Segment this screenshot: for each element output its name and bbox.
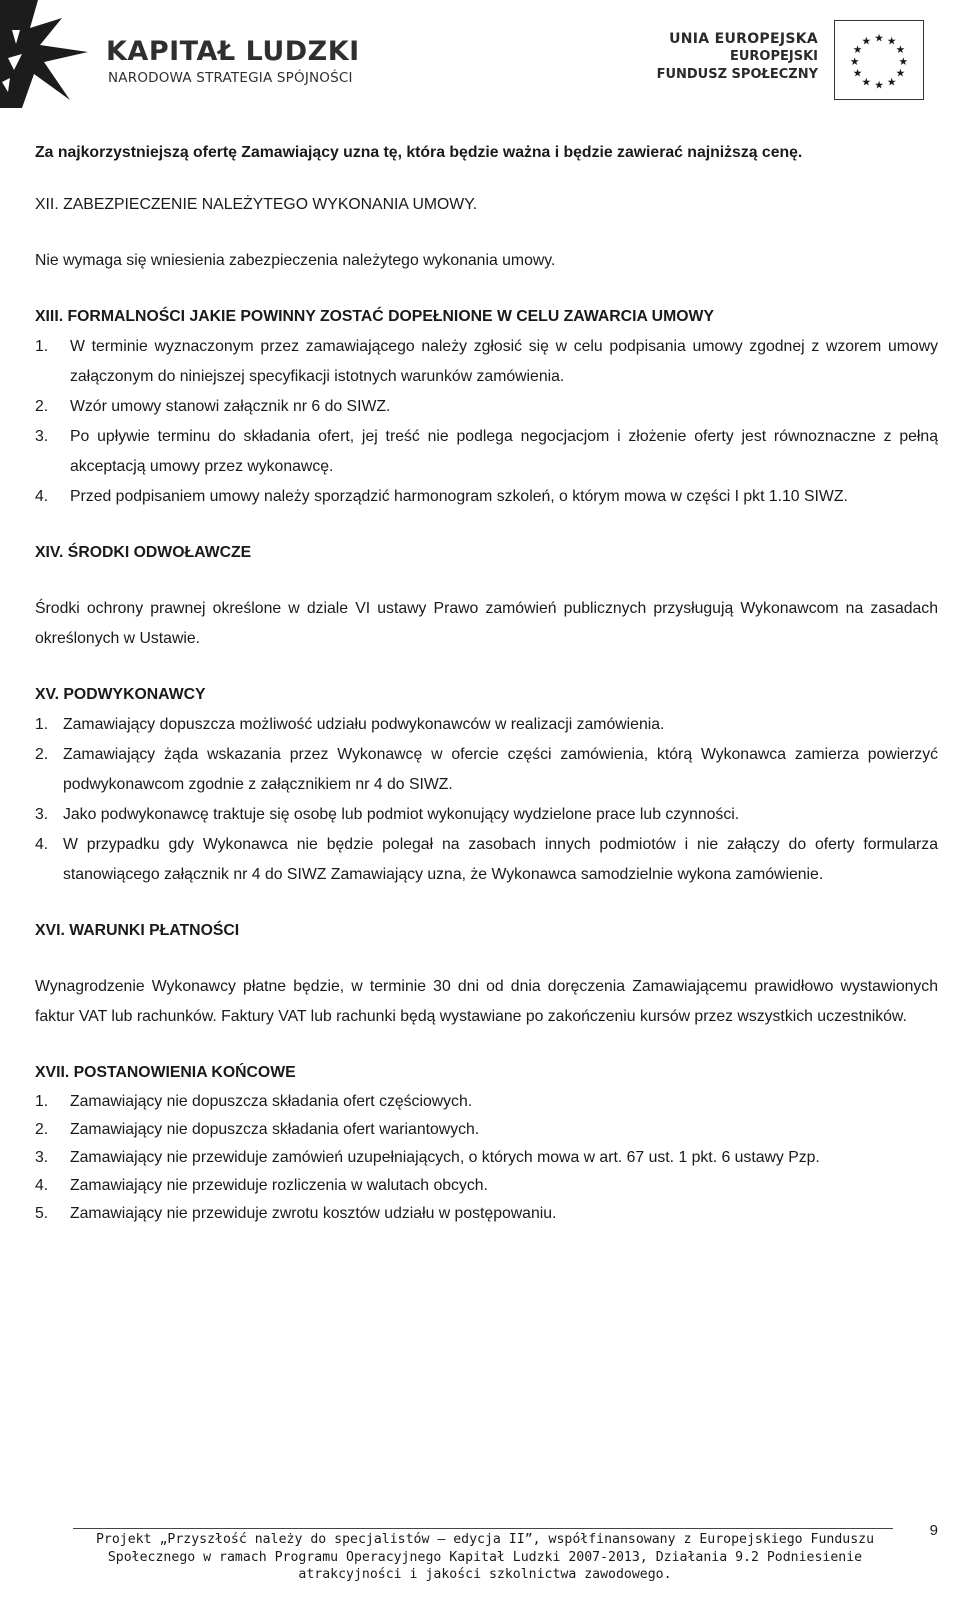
list-item-text: Zamawiający nie dopuszcza składania ofert częściowych. bbox=[70, 1093, 473, 1110]
section-16-text: Wynagrodzenie Wykonawcy płatne będzie, w terminie 30 dni od dnia doręczenia Zamawiającemu prawidłowo wystawionych faktur VAT lub rachunków. Faktury VAT lub rachunki będą wystawiane po zakończeniu kursów przez wszystkich uczestników. bbox=[35, 978, 938, 1025]
list-item-number: 4. bbox=[35, 488, 49, 505]
intro-bold-paragraph: Za najkorzystniejszą ofertę Zamawiający uzna tę, która będzie ważna i będzie zawierać najniższą cenę. bbox=[35, 144, 803, 161]
page-footer bbox=[60, 1531, 910, 1584]
list-item bbox=[35, 740, 938, 800]
list-item bbox=[35, 1116, 938, 1144]
list-item-text: Po upływie terminu do składania ofert, jej treść nie podlega negocjacjom i złożenie oferty jest równoznaczne z pełną akceptacją umowy przez wykonawcę. bbox=[70, 428, 938, 475]
list-item bbox=[35, 800, 938, 830]
list-item-number: 3. bbox=[35, 1149, 49, 1166]
list-item-number: 3. bbox=[35, 428, 49, 445]
svg-text:★: ★ bbox=[861, 34, 872, 48]
list-item-text: W terminie wyznaczonym przez zamawiającego należy zgłosić się w celu podpisania umowy zgodnej z wzorem umowy załączonym do niniejszej specyfikacji istotnych warunków zamówienia. bbox=[70, 338, 938, 385]
list-item-text: W przypadku gdy Wykonawca nie będzie polegał na zasobach innych podmiotów i nie załączy do oferty formularza stanowiącego załącznik nr 4 do SIWZ Zamawiający uzna, że Wykonawca samodzielnie wykona zamówienie. bbox=[63, 836, 938, 883]
list-item bbox=[35, 422, 938, 482]
kapital-ludzki-logo-title: KAPITAŁ LUDZKI bbox=[106, 36, 360, 67]
section-13-list bbox=[35, 332, 938, 512]
list-item-text: Wzór umowy stanowi załącznik nr 6 do SIWZ. bbox=[70, 398, 391, 415]
list-item bbox=[35, 332, 938, 392]
section-17-heading: XVII. POSTANOWIENIA KOŃCOWE bbox=[35, 1064, 296, 1081]
svg-text:★: ★ bbox=[895, 66, 906, 80]
svg-text:★: ★ bbox=[852, 43, 863, 57]
page-number: 9 bbox=[929, 1522, 938, 1539]
section-15-heading: XV. PODWYKONAWCY bbox=[35, 686, 206, 703]
section-13-heading: XIII. FORMALNOŚCI JAKIE POWINNY ZOSTAĆ DOPEŁNIONE W CELU ZAWARCIA UMOWY bbox=[35, 308, 714, 325]
svg-text:★: ★ bbox=[886, 75, 897, 89]
list-item-number: 2. bbox=[35, 746, 49, 763]
footer-line-2: Społecznego w ramach Programu Operacyjnego Kapitał Ludzki 2007-2013, Działania 9.2 Podniesienie bbox=[107, 1549, 863, 1565]
list-item bbox=[35, 1200, 938, 1228]
kapital-ludzki-star-icon bbox=[0, 0, 90, 108]
list-item-number: 5. bbox=[35, 1205, 49, 1222]
list-item-number: 1. bbox=[35, 1093, 49, 1110]
eu-logo-line2: EUROPEJSKI bbox=[729, 49, 818, 64]
document-body bbox=[35, 138, 938, 1228]
section-12-text: Nie wymaga się wniesienia zabezpieczenia należytego wykonania umowy. bbox=[35, 252, 556, 269]
list-item-number: 4. bbox=[35, 1177, 49, 1194]
svg-text:★: ★ bbox=[898, 54, 909, 68]
list-item-number: 1. bbox=[35, 338, 49, 355]
section-12-heading: XII. ZABEZPIECZENIE NALEŻYTEGO WYKONANIA UMOWY. bbox=[35, 196, 478, 213]
eu-flag-icon bbox=[834, 20, 924, 100]
list-item-text: Zamawiający nie przewiduje zamówień uzupełniających, o których mowa w art. 67 ust. 1 pkt. 6 ustawy Pzp. bbox=[70, 1149, 820, 1166]
eu-logo-text bbox=[657, 30, 818, 84]
footer-line-3: atrakcyjności i jakości szkolnictwa zawodowego. bbox=[298, 1567, 672, 1582]
page-header bbox=[0, 0, 960, 110]
list-item bbox=[35, 710, 938, 740]
svg-text:★: ★ bbox=[861, 75, 872, 89]
eu-logo-line1: UNIA EUROPEJSKA bbox=[669, 31, 818, 47]
list-item-number: 4. bbox=[35, 836, 49, 853]
list-item bbox=[35, 1144, 938, 1172]
list-item-text: Zamawiający żąda wskazania przez Wykonawcę w ofercie części zamówienia, którą Wykonawca zamierza powierzyć podwykonawcom zgodnie z załącznikiem nr 4 do SIWZ. bbox=[63, 746, 938, 793]
svg-text:★: ★ bbox=[852, 66, 863, 80]
list-item-number: 2. bbox=[35, 1121, 49, 1138]
svg-text:★: ★ bbox=[895, 43, 906, 57]
list-item-text: Zamawiający nie przewiduje rozliczenia w walutach obcych. bbox=[70, 1177, 488, 1194]
list-item-text: Zamawiający nie przewiduje zwrotu kosztów udziału w postępowaniu. bbox=[70, 1205, 557, 1222]
list-item bbox=[35, 392, 938, 422]
list-item bbox=[35, 830, 938, 890]
section-14-heading: XIV. ŚRODKI ODWOŁAWCZE bbox=[35, 544, 252, 561]
kapital-ludzki-logo-subtitle: NARODOWA STRATEGIA SPÓJNOŚCI bbox=[108, 70, 353, 86]
svg-text:★: ★ bbox=[849, 54, 860, 68]
footer-line-1: Projekt „Przyszłość należy do specjalistów – edycja II”, współfinansowany z Europejskiego Funduszu bbox=[95, 1532, 875, 1547]
section-17-list bbox=[35, 1088, 938, 1228]
svg-text:★: ★ bbox=[874, 78, 884, 92]
svg-text:★: ★ bbox=[886, 34, 897, 48]
eu-logo-line3: FUNDUSZ SPOŁECZNY bbox=[656, 67, 818, 82]
list-item-number: 3. bbox=[35, 806, 49, 823]
section-14-text: Środki ochrony prawnej określone w dziale VI ustawy Prawo zamówień publicznych przysługują Wykonawcom na zasadach określonych w Ustawie. bbox=[35, 600, 938, 647]
list-item-text: Zamawiający nie dopuszcza składania ofert wariantowych. bbox=[70, 1121, 480, 1138]
list-item bbox=[35, 482, 938, 512]
list-item bbox=[35, 1088, 938, 1116]
list-item-number: 2. bbox=[35, 398, 49, 415]
list-item-text: Przed podpisaniem umowy należy sporządzić harmonogram szkoleń, o którym mowa w części I pkt 1.10 SIWZ. bbox=[70, 488, 848, 505]
svg-text:★: ★ bbox=[874, 31, 884, 45]
footer-divider bbox=[73, 1528, 893, 1529]
list-item-text: Zamawiający dopuszcza możliwość udziału podwykonawców w realizacji zamówienia. bbox=[63, 716, 665, 733]
list-item-text: Jako podwykonawcę traktuje się osobę lub podmiot wykonujący wydzielone prace lub czynności. bbox=[63, 806, 740, 823]
list-item-number: 1. bbox=[35, 716, 49, 733]
section-15-list bbox=[35, 710, 938, 890]
section-16-heading: XVI. WARUNKI PŁATNOŚCI bbox=[35, 922, 240, 939]
list-item bbox=[35, 1172, 938, 1200]
